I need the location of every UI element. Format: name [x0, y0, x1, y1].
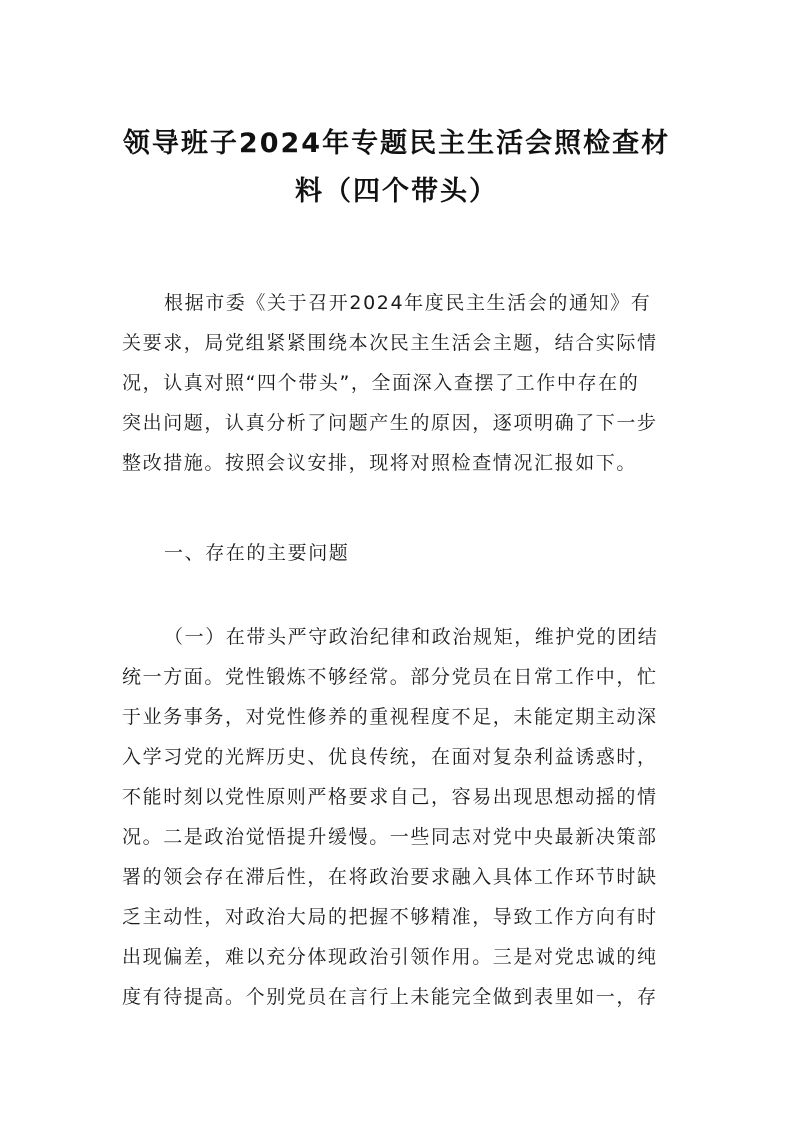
paragraph-line: （一）在带头严守政治纪律和政治规矩，维护党的团结 — [164, 626, 659, 648]
section1-paragraph — [122, 617, 674, 1017]
paragraph-line: 于业务事务，对党性修养的重视程度不足，未能定期主动深 — [122, 706, 658, 728]
intro-paragraph — [122, 283, 674, 483]
paragraph-line: 关要求，局党组紧紧围绕本次民主生活会主题，结合实际情 — [122, 332, 658, 354]
title-line: 料（四个带头） — [295, 176, 498, 207]
paragraph-line: 署的领会存在滞后性，在将政治要求融入具体工作环节时缺 — [122, 866, 658, 888]
paragraph-line: 根据市委《关于召开2024年度民主生活会的通知》有 — [164, 292, 652, 314]
paragraph-line: 度有待提高。个别党员在言行上未能完全做到表里如一，存 — [122, 986, 658, 1008]
paragraph-line: 况，认真对照“四个带头”，全面深入查摆了工作中存在的 — [122, 372, 640, 394]
paragraph-line: 出现偏差，难以充分体现政治引领作用。三是对党忠诚的纯 — [122, 946, 658, 968]
title-line: 领导班子2024年专题民主生活会照检查材 — [122, 128, 671, 159]
paragraph-line: 不能时刻以党性原则严格要求自己，容易出现思想动摇的情 — [122, 786, 658, 808]
paragraph-line: 入学习党的光辉历史、优良传统，在面对复杂利益诱惑时， — [122, 746, 658, 768]
paragraph-line: 况。二是政治觉悟提升缓慢。一些同志对党中央最新决策部 — [122, 826, 658, 848]
paragraph-line: 统一方面。党性锻炼不够经常。部分党员在日常工作中，忙 — [122, 666, 658, 688]
paragraph-line: 整改措施。按照会议安排，现将对照检查情况汇报如下。 — [122, 452, 638, 474]
document-title — [100, 120, 693, 216]
paragraph-line: 突出问题，认真分析了问题产生的原因，逐项明确了下一步 — [122, 412, 658, 434]
section-heading-text: 一、存在的主要问题 — [164, 542, 350, 564]
paragraph-line: 乏主动性，对政治大局的把握不够精准，导致工作方向有时 — [122, 906, 658, 928]
section-heading — [122, 533, 674, 573]
